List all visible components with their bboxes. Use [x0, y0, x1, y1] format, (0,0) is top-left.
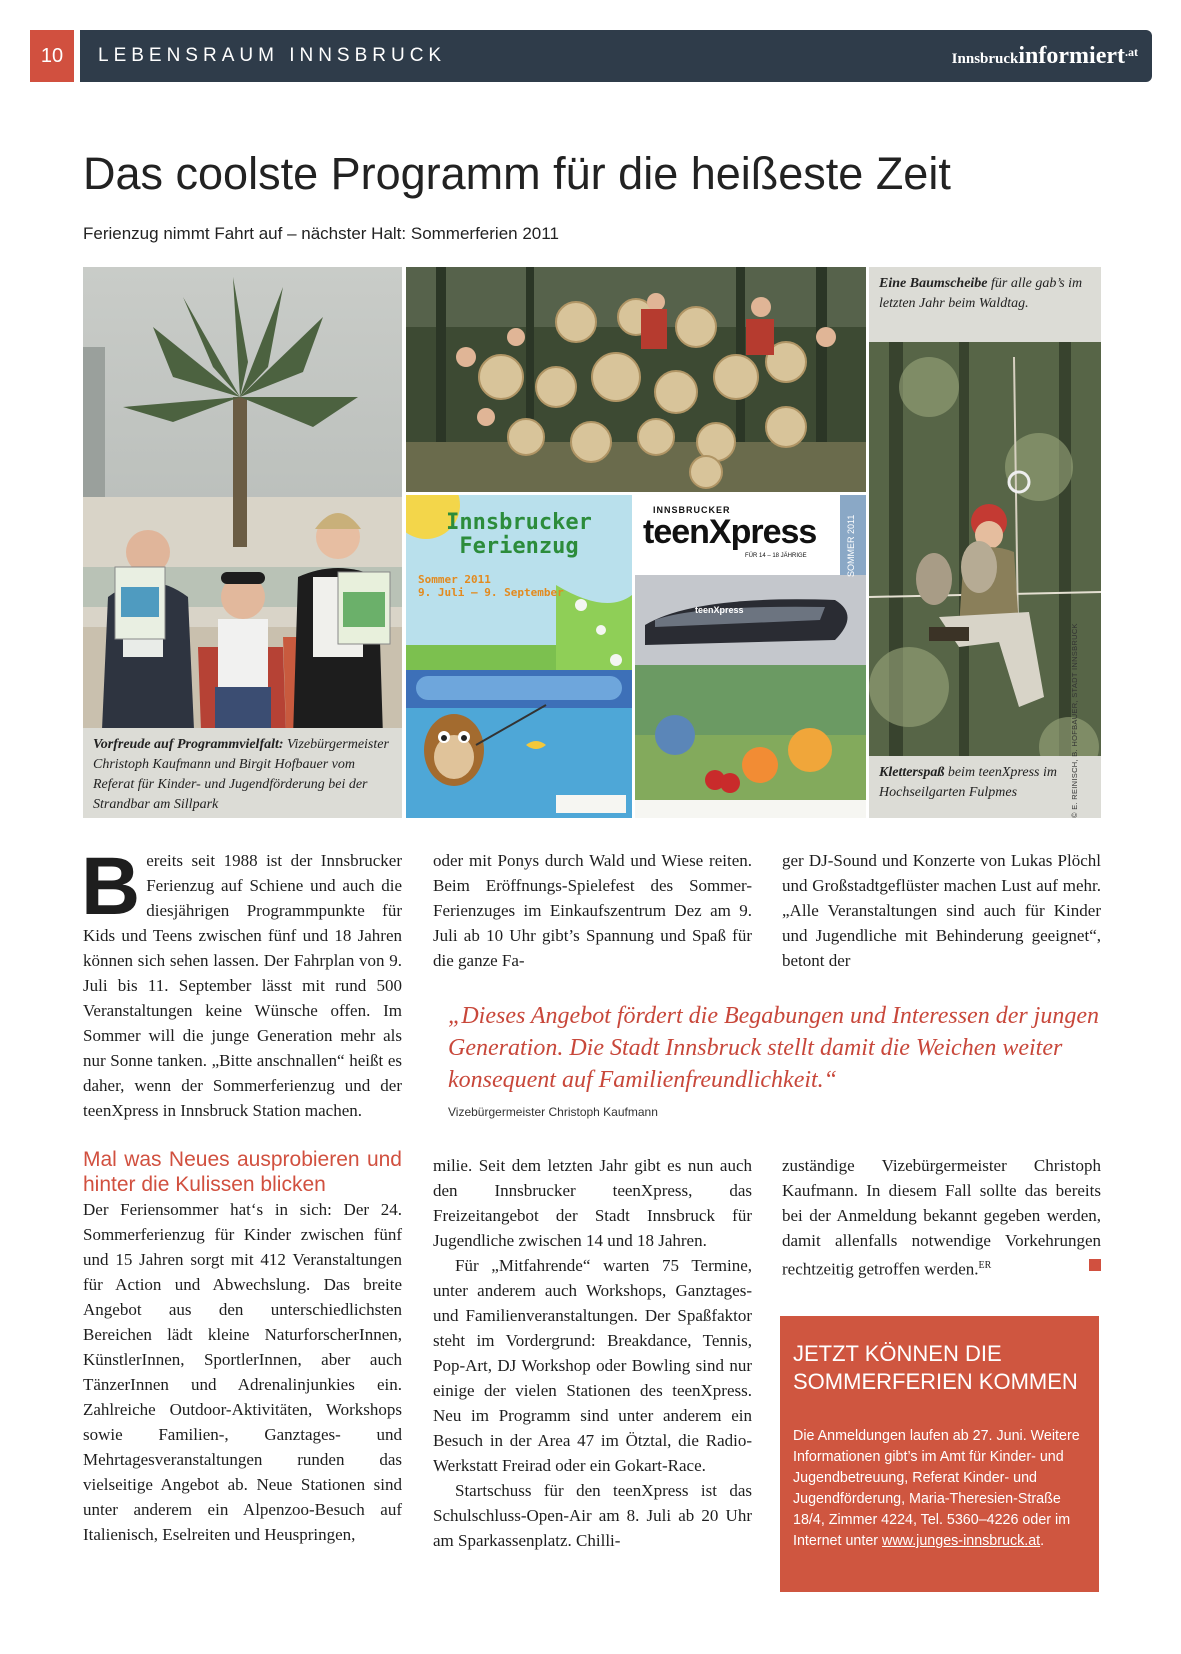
magazine-logo: [952, 30, 1138, 85]
section-title: LEBENSRAUM INNSBRUCK: [98, 45, 447, 66]
photo-credit: © E. REINISCH, B. HOFBAUER, STADT INNSBRUCK: [1070, 623, 1079, 818]
info-box-link[interactable]: www.junges-innsbruck.at: [882, 1533, 1041, 1549]
header-bar: [80, 30, 1152, 82]
paragraph-startschuss: Startschuss für den teenXpress ist das Schulschluss-Open-Air am 8. Juli ab 20 Uhr am Sparkassenplatz. Chilli-: [433, 1481, 752, 1550]
paragraph-col3-bottom: [782, 1153, 1101, 1282]
poster-ferienzug-subtitle: Sommer 2011: [418, 573, 491, 586]
pull-quote: „Dieses Angebot fördert die Begabungen und Interessen der jungen Generation. Die Stadt Innsbruck stellt damit die Weichen weiter konsequent auf Familienfreundlichkeit.“: [448, 1003, 1099, 1093]
paragraph-intro-text: ereits seit 1988 ist der Innsbrucker Ferienzug auf Schiene und auch die diesjährigen Programmpunkte für Kids und Teens zwischen fünf und 18 Jahren können sich sehen lassen. Der Fahrplan von 9. Juli bis 11. September lässt mit rund 500 Veranstaltungen keine Wünsche offen. Im Sommer will die junge Generation mehr als nur Sonne tanken. „Bitte anschnallen“ heißt es daher, wenn der Sommerferienzug und der teenXpress in Innsbruck Station machen.: [83, 851, 402, 1120]
poster-ferienzug-title2: Ferienzug: [459, 534, 579, 559]
poster-teenxpress-top: INNSBRUCKER: [653, 505, 731, 515]
caption-klettern-bold: Kletterspaß: [879, 765, 945, 780]
info-box-body: Die Anmeldungen laufen ab 27. Juni. Weitere Informationen gibt’s im Amt für Kinder- und Jugendbetreuung, Referat Kinder- und Jugendförderung, Maria-Theresien-Straße 18/4, Zimmer 4224, Tel. 5360–4226 oder im Internet unter: [793, 1428, 1080, 1549]
column-3-top: [782, 848, 1101, 973]
page-header: [30, 30, 1152, 82]
caption-klettern: [869, 756, 1101, 818]
poster-ferienzug: [406, 495, 632, 818]
info-box: [780, 1316, 1099, 1592]
column-2-top: [433, 848, 752, 973]
caption-strandbar-bold: Vorfreude auf Programmvielfalt:: [93, 737, 284, 752]
logo-small: Innsbruck: [951, 51, 1019, 67]
logo-suffix: .at: [1125, 45, 1138, 59]
end-mark-icon: [1089, 1259, 1101, 1271]
paragraph-feriensommer: Der Feriensommer hat‘s in sich: Der 24. Sommerferienzug für Kinder zwischen fünf und 15 Jahren sorgt mit 412 Veranstaltungen für Action und Abwechslung. Das breite Angebot aus den unterschiedlichsten Bereichen lädt kleine NaturforscherInnen, KünstlerInnen, SportlerInnen, aber auch TänzerInnen und Adrenalinjunkies ein. Zahlreiche Outdoor-Aktivitäten, Workshops sowie Familien-, Ganztages- und Mehrtagesveranstaltungen runden das vielseitige Angebot ab. Neue Stationen sind unter anderem ein Alpenzoo-Besuch auf Italienisch, Eselreiten und Heuspringen,: [83, 1200, 402, 1544]
caption-strandbar: [83, 728, 402, 818]
subheadline: Ferienzug nimmt Fahrt auf – nächster Halt: Sommerferien 2011: [83, 224, 559, 243]
drop-cap: B: [81, 841, 141, 932]
column-3-bottom: [782, 1153, 1101, 1282]
info-box-heading: JETZT KÖNNEN DIE SOMMERFERIEN KOMMEN: [793, 1341, 1078, 1394]
paragraph-intro: [81, 841, 402, 1123]
poster-ferienzug-title1: Innsbrucker: [446, 510, 592, 535]
poster-teenxpress-title: teenXpress: [643, 513, 817, 551]
caption-klettern-text: beim teenXpress im Hochseilgarten Fulpmes: [879, 765, 1057, 800]
paragraph-col2-top: oder mit Ponys durch Wald und Wiese reiten. Beim Eröffnungs-Spielefest des Sommer-Ferienzuges im Einkaufszentrum Dez am 9. Juli ab 10 Uhr gibt’s Spannung und Spaß für die ganze Fa-: [433, 851, 752, 970]
page-number: 10: [30, 30, 74, 82]
caption-strandbar-text: Vizebürgermeister Christoph Kaufmann und Birgit Hofbauer vom Referat für Kinder- und Jugendförderung bei der Strandbar am Sillpark: [93, 737, 389, 812]
poster-teenxpress-age: FÜR 14 – 18 JÄHRIGE: [745, 553, 807, 559]
info-box-end: .: [1040, 1533, 1045, 1549]
photo-waldtag: [406, 267, 866, 492]
photo-klettern: [869, 267, 1101, 818]
paragraph-teenxpress: milie. Seit dem letzten Jahr gibt es nun auch den Innsbrucker teenXpress, das Freizeitangebot der Stadt Innsbruck für Jugendliche zwischen 14 und 18 Jahren.: [433, 1156, 752, 1250]
poster-teenxpress: [635, 495, 866, 818]
paragraph-col3-top: ger DJ-Sound und Konzerte von Lukas Plöchl und Großstadtgeflüster machen Lust auf mehr. „Alle Veranstaltungen sind auch für Kinder und Jugendliche mit Behinderung geeignet“, betont der: [782, 851, 1101, 970]
logo-big: informiert: [1018, 43, 1125, 69]
paragraph-mitfahrende: Für „Mitfahrende“ warten 75 Termine, unter anderem auch Workshops, Ganztages- und Familienveranstaltungen. Der Spaßfaktor steht im Vordergrund: Breakdance, Tennis, Pop-Art, DJ Workshop oder Bowling sind nur einige der vielen Stationen des teenXpress. Neu im Programm sind unter anderem ein Besuch in der Area 47 im Ötztal, die Radio-Werkstatt Freirad oder ein Gokart-Race.: [433, 1256, 752, 1475]
paragraph-col3-bottom-text: zuständige Vizebürgermeister Christoph Kaufmann. In diesem Fall sollte das bereits bei der Anmeldung bekannt gegeben werden, damit allenfalls notwendige Vorkehrungen rechtzeitig getroffen werden.: [782, 1156, 1101, 1279]
caption-waldtag-text: für alle gab’s im letzten Jahr beim Waldtag.: [879, 276, 1083, 311]
column-1: [81, 841, 402, 1547]
poster-teenxpress-train-label: teenXpress: [695, 605, 744, 615]
caption-waldtag-bold: Eine Baumscheibe: [879, 276, 988, 291]
poster-teenxpress-side: SOMMER 2011: [846, 514, 856, 577]
caption-waldtag: [869, 267, 1101, 342]
section-heading: Mal was Neues ausprobieren und hinter die Kulissen blicken: [83, 1148, 402, 1196]
poster-ferienzug-dates: 9. Juli – 9. September: [418, 586, 564, 599]
column-2-bottom: [433, 1153, 752, 1553]
info-box-text: [793, 1426, 1086, 1552]
page-title: Das coolste Programm für die heißeste Zeit: [83, 148, 951, 199]
author-mark: ER: [978, 1260, 992, 1271]
pull-quote-source: Vizebürgermeister Christoph Kaufmann: [448, 1105, 658, 1119]
